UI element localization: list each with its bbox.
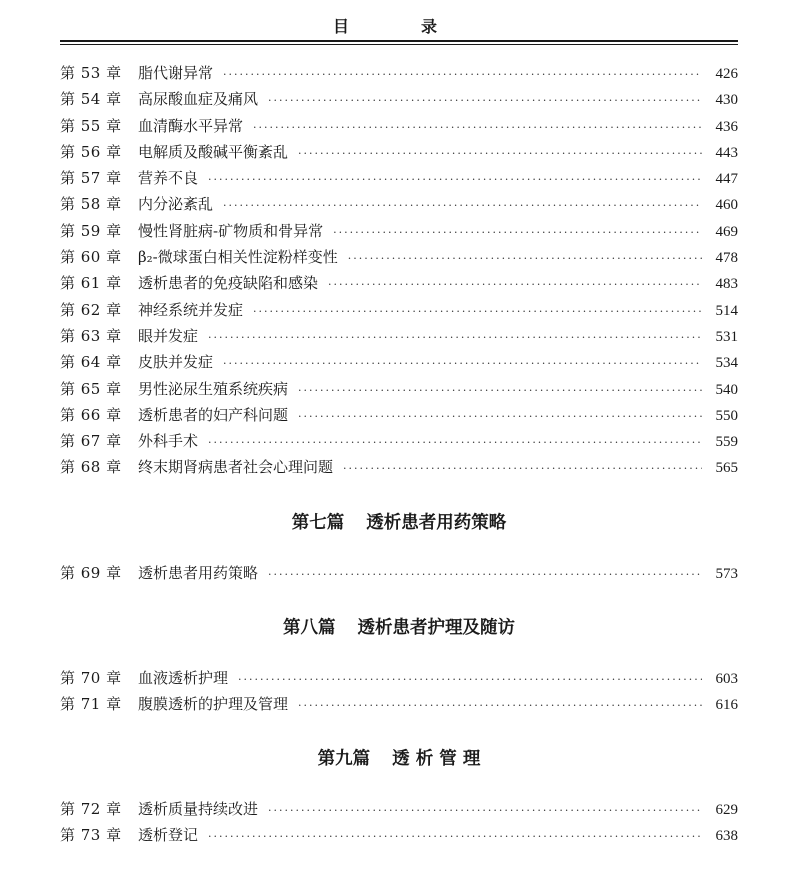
toc-entry (60, 796, 738, 822)
chapter-number: 第 69 章 (60, 564, 122, 582)
chapter-title: β₂-微球蛋白相关性淀粉样变性 (138, 248, 338, 267)
leader-dots (208, 167, 702, 193)
leader-dots (208, 430, 702, 456)
part-number: 第九篇 (317, 749, 371, 769)
page-number: 447 (715, 171, 738, 188)
leader-dots (223, 62, 702, 88)
toc-entry (60, 60, 738, 86)
chapter-title: 终末期肾病患者社会心理问题 (138, 458, 334, 477)
toc-block-3 (60, 665, 738, 718)
chapter-title: 腹膜透析的护理及管理 (138, 695, 289, 714)
toc-block-1 (60, 60, 738, 481)
toc-entry (60, 297, 738, 323)
page-number: 616 (715, 697, 738, 714)
part-number: 第七篇 (291, 513, 345, 533)
leader-dots (268, 562, 702, 588)
chapter-number: 第 67 章 (60, 432, 122, 451)
toc-entry (60, 244, 738, 270)
chapter-number: 第 70 章 (60, 669, 122, 687)
chapter-title: 脂代谢异常 (138, 64, 214, 82)
chapter-title: 血清酶水平异常 (138, 116, 244, 135)
page-number: 573 (715, 566, 738, 582)
toc-entry (60, 665, 738, 691)
chapter-title: 男性泌尿生殖系统疾病 (138, 379, 289, 398)
chapter-number: 第 62 章 (60, 300, 122, 319)
page-header-title: 目 录 (332, 17, 465, 36)
chapter-title: 血液透析护理 (138, 669, 229, 687)
toc-entry (60, 113, 738, 139)
page-number: 483 (715, 276, 738, 293)
page-number: 629 (715, 802, 738, 818)
chapter-number: 第 54 章 (60, 90, 122, 109)
toc-entry (60, 402, 738, 428)
chapter-title: 透析质量持续改进 (138, 800, 259, 818)
chapter-title: 透析患者的免疫缺陷和感染 (138, 274, 319, 293)
leader-dots (298, 693, 702, 719)
page-number: 436 (715, 118, 738, 135)
header-rule-thick (60, 40, 738, 42)
page-number: 559 (715, 434, 738, 451)
leader-dots (208, 824, 702, 850)
toc-entry (60, 428, 738, 454)
chapter-title: 透析登记 (138, 826, 199, 845)
page-number: 426 (715, 66, 738, 82)
chapter-number: 第 59 章 (60, 221, 122, 240)
chapter-title: 营养不良 (138, 169, 199, 188)
chapter-number: 第 72 章 (60, 800, 122, 818)
toc-entry (60, 270, 738, 296)
toc-entry (60, 165, 738, 191)
page-number: 540 (715, 381, 738, 398)
page-number: 531 (715, 328, 738, 345)
leader-dots (298, 141, 702, 167)
chapter-number: 第 71 章 (60, 695, 122, 714)
page-number: 430 (715, 92, 738, 109)
leader-dots (298, 404, 702, 430)
chapter-title: 慢性肾脏病-矿物质和骨异常 (138, 221, 324, 240)
toc-block-4 (60, 796, 738, 849)
leader-dots (268, 88, 702, 114)
leader-dots (253, 299, 702, 325)
chapter-number: 第 73 章 (60, 826, 122, 845)
chapter-number: 第 66 章 (60, 405, 122, 424)
chapter-number: 第 61 章 (60, 274, 122, 293)
chapter-number: 第 63 章 (60, 326, 122, 345)
chapter-number: 第 68 章 (60, 458, 122, 477)
chapter-number: 第 56 章 (60, 142, 122, 161)
leader-dots (343, 456, 702, 482)
leader-dots (348, 246, 702, 272)
toc-entry (60, 191, 738, 217)
chapter-title: 透析患者的妇产科问题 (138, 405, 289, 424)
page-number: 469 (715, 223, 738, 240)
chapter-title: 皮肤并发症 (138, 353, 214, 372)
page-number: 565 (715, 460, 738, 477)
part-name: 透析患者用药策略 (366, 513, 507, 533)
toc-entry (60, 454, 738, 480)
part-heading (60, 745, 738, 770)
toc-entry (60, 560, 738, 586)
leader-dots (208, 325, 702, 351)
part-name: 透 析 管 理 (392, 749, 481, 769)
toc-entry (60, 822, 738, 848)
toc-entry (60, 86, 738, 112)
chapter-title: 神经系统并发症 (138, 300, 244, 319)
toc-block-2 (60, 560, 738, 586)
toc-entry (60, 691, 738, 717)
chapter-number: 第 53 章 (60, 64, 122, 82)
leader-dots (328, 272, 702, 298)
chapter-number: 第 57 章 (60, 169, 122, 188)
page-number: 460 (715, 197, 738, 214)
toc-entry (60, 376, 738, 402)
leader-dots (298, 378, 702, 404)
leader-dots (223, 193, 702, 219)
chapter-title: 透析患者用药策略 (138, 564, 259, 582)
page-number: 550 (715, 407, 738, 424)
chapter-number: 第 64 章 (60, 353, 122, 372)
part-name: 透析患者护理及随访 (357, 618, 515, 638)
leader-dots (223, 351, 702, 377)
chapter-title: 外科手术 (138, 432, 199, 451)
toc-entry (60, 349, 738, 375)
chapter-title: 眼并发症 (138, 326, 199, 345)
header-rule-thin (60, 44, 738, 45)
page-number: 534 (715, 355, 738, 372)
toc-entry (60, 139, 738, 165)
leader-dots (333, 220, 702, 246)
page-number: 478 (715, 250, 738, 267)
part-heading (60, 509, 738, 534)
page-number: 603 (715, 671, 738, 687)
part-heading (60, 614, 738, 639)
toc-entry (60, 218, 738, 244)
chapter-number: 第 58 章 (60, 195, 122, 214)
chapter-number: 第 65 章 (60, 379, 122, 398)
chapter-title: 高尿酸血症及痛风 (138, 90, 259, 109)
toc-entry (60, 323, 738, 349)
page-number: 514 (715, 302, 738, 319)
part-number: 第八篇 (283, 618, 336, 638)
chapter-title: 内分泌紊乱 (138, 195, 214, 214)
page-number: 638 (715, 828, 738, 845)
chapter-number: 第 60 章 (60, 248, 122, 267)
leader-dots (268, 798, 702, 824)
chapter-number: 第 55 章 (60, 116, 122, 135)
leader-dots (253, 115, 702, 141)
page-number: 443 (715, 144, 738, 161)
leader-dots (238, 667, 702, 693)
chapter-title: 电解质及酸碱平衡紊乱 (138, 142, 289, 161)
